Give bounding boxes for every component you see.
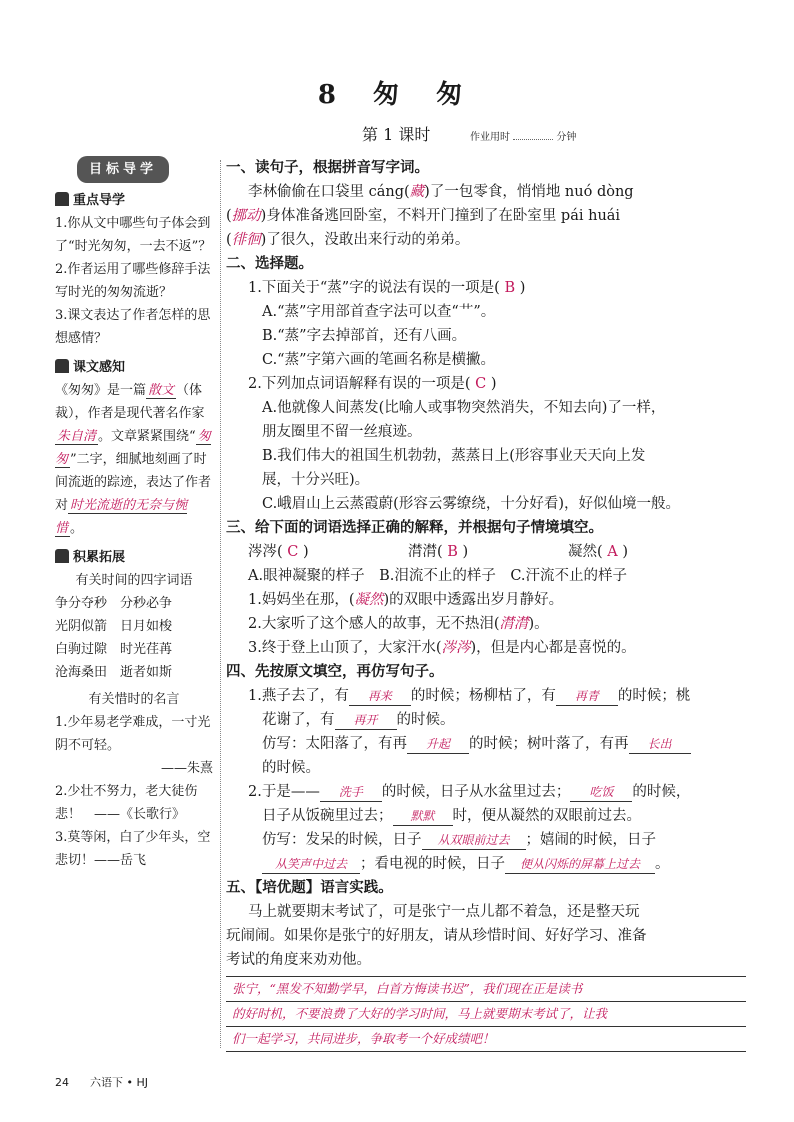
question: 3.终于登上山顶了，大家汗水(涔涔)，但是内心都是喜悦的。 — [248, 640, 636, 656]
key-item: 3.课文表达了作者怎样的思想感情？ — [55, 308, 211, 346]
question: 1.妈妈坐在那，(凝然)的双眼中透露出岁月静好。 — [248, 592, 564, 608]
idiom-row: 沧海桑田 逝者如斯 — [55, 665, 173, 680]
answer-blank[interactable]: 时光流逝的无奈与惋惜 — [55, 498, 188, 536]
idiom-row: 争分夺秒 分秒必争 — [55, 596, 173, 611]
main-content — [226, 156, 746, 1052]
key-item: 2.作者运用了哪些修辞手法写时光的匆匆流逝？ — [55, 262, 211, 300]
question: 2.下列加点词语解释有误的一项是( C ) — [248, 376, 497, 392]
answer[interactable]: 藏 — [409, 184, 425, 200]
palm-icon — [55, 192, 69, 206]
quote-heading: 有关惜时的名言 — [88, 692, 180, 707]
section-1-heading: 一、读句子，根据拼音写字词。 — [226, 160, 429, 176]
answer-blank[interactable]: 便从闪烁的屏幕上过去 — [505, 855, 655, 874]
feel-paragraph: 《匆匆》是一篇 散文 （体裁），作者是现代著名作家朱自清 。文章紧紧围绕“ 匆匆 ”二字，细腻地刻画了时间流逝的踪迹，表达了作者对 时光流逝的无奈与惋惜 。 — [55, 383, 212, 536]
goal-badge: 目标导学 — [77, 156, 169, 183]
palm-icon — [55, 549, 69, 563]
key-item: 1.你从文中哪些句子体会到了“时光匆匆，一去不返”？ — [55, 216, 212, 254]
page-number: 24 — [55, 1076, 69, 1089]
quote: 1.少年易老学难成，一寸光阴不可轻。 — [55, 715, 211, 753]
answer-blank[interactable]: 洗手 — [320, 783, 382, 802]
answer[interactable]: 潸潸 — [499, 616, 529, 632]
answer[interactable]: C — [287, 544, 299, 560]
answer-blank[interactable]: 默默 — [393, 807, 453, 826]
answer[interactable]: C — [475, 376, 487, 392]
answer-blank[interactable]: 再来 — [349, 687, 411, 706]
s5-prompt: 考试的角度来劝劝他。 — [226, 952, 371, 968]
answer[interactable]: 徘徊 — [231, 232, 261, 248]
answer-line[interactable]: 张宁，“黑发不知勤学早，白首方悔读书迟”，我们现在正是读书 — [226, 977, 746, 1002]
section-2-heading: 二、选择题。 — [226, 256, 313, 272]
s4-line: 2.于是—— 洗手 的时候，日子从水盆里过去； 吃饭 的时候， — [248, 784, 691, 800]
extend-heading: 积累拓展 — [55, 546, 213, 569]
option: C.“蒸”字第六画的笔画名称是横撇。 — [262, 352, 496, 368]
answer-line[interactable]: 们一起学习，共同进步，争取考一个好成绩吧！ — [226, 1027, 746, 1052]
s4-line: 的时候。 — [262, 760, 320, 776]
option: A.“蒸”字用部首查字法可以查“艹”。 — [262, 304, 496, 320]
column-divider — [220, 160, 221, 1048]
s4-line: 从笑声中过去 ；看电视的时候，日子 便从闪烁的屏幕上过去 。 — [226, 852, 746, 876]
section-5-heading: 五、【培优题】语言实践。 — [226, 880, 393, 896]
footer — [55, 1074, 148, 1090]
s4-line: 日子从饭碗里过去； 默默 时，便从凝然的双眼前过去。 — [262, 808, 641, 824]
question: 2.大家听了这个感人的故事，无不热泪(潸潸)。 — [248, 616, 549, 632]
word-row: 涔涔( C ) 潸潸( B ) 凝然( A ) — [248, 544, 629, 560]
s1-line: 李林偷偷在口袋里 cáng(藏)了一包零食，悄悄地 nuó dòng — [248, 184, 634, 200]
page-title: 8 匆 匆 — [317, 80, 477, 110]
answer[interactable]: 凝然 — [354, 592, 384, 608]
option: 朋友圈里不留一丝痕迹。 — [262, 424, 422, 440]
work-time-blank[interactable] — [513, 139, 553, 140]
s4-line: 仿写：发呆的时候，日子 从双眼前过去 ；嬉闹的时候，日子 — [262, 832, 656, 848]
answer[interactable]: 挪动 — [231, 208, 261, 224]
s4-line: 1.燕子去了，有 再来 的时候；杨柳枯了，有 再青 的时候；桃 — [248, 688, 691, 704]
palm-icon — [55, 359, 69, 373]
option: C.峨眉山上云蒸霞蔚(形容云雾缭绕，十分好看)，好似仙境一般。 — [262, 496, 680, 512]
answer-blank[interactable]: 匆匆 — [55, 429, 211, 467]
idiom-row: 白驹过隙 时光荏苒 — [55, 642, 173, 657]
answer-blank[interactable]: 吃饭 — [570, 783, 632, 802]
options-row: A.眼神凝聚的样子 B.泪流不止的样子 C.汗流不止的样子 — [248, 568, 628, 584]
answer[interactable]: A — [607, 544, 618, 560]
key-heading: 重点导学 — [55, 189, 213, 212]
answer-blank[interactable]: 朱自清 — [57, 429, 97, 444]
answer-blank[interactable]: 从双眼前过去 — [422, 831, 526, 850]
idiom-row: 光阴似箭 日月如梭 — [55, 619, 173, 634]
answer-blank[interactable]: 从笑声中过去 — [262, 855, 360, 874]
quote: 2.少壮不努力，老大徒伤悲！ ——《长歌行》 — [55, 784, 198, 822]
answer-line[interactable]: 的好时机，不要浪费了大好的学习时间，马上就要期末考试了，让我 — [226, 1002, 746, 1027]
quote-author: ——朱熹 — [160, 761, 213, 776]
s1-line: (徘徊)了很久，没敢出来行动的弟弟。 — [226, 232, 470, 248]
question: 1.下面关于“蒸”字的说法有误的一项是( B ) — [248, 280, 526, 296]
option: 展，十分兴旺)。 — [262, 472, 370, 488]
feel-heading: 课文感知 — [55, 356, 213, 379]
answer[interactable]: B — [447, 544, 458, 560]
quote: 3.莫等闲，白了少年头，空悲切！——岳飞 — [55, 830, 211, 868]
answer[interactable]: B — [504, 280, 516, 296]
answer-blank[interactable]: 再青 — [556, 687, 618, 706]
section-4-heading: 四、先按原文填空，再仿写句子。 — [226, 664, 444, 680]
work-time: 作业用时 分钟 — [470, 132, 577, 143]
answer-blank[interactable]: 再开 — [335, 711, 397, 730]
sidebar — [55, 156, 213, 872]
answer-blank[interactable]: 升起 — [407, 735, 469, 754]
answer-area[interactable] — [226, 976, 746, 1052]
answer[interactable]: 涔涔 — [441, 640, 471, 656]
option: B.我们伟大的祖国生机勃勃，蒸蒸日上(形容事业天天向上发 — [262, 448, 646, 464]
s4-line: 仿写：太阳落了，有再 升起 的时候；树叶落了，有再 长出 — [226, 732, 746, 756]
option: A.他就像人间蒸发(比喻人或事物突然消失，不知去向)了一样， — [262, 400, 666, 416]
s5-prompt: 玩闹闹。如果你是张宁的好朋友，请从珍惜时间、好好学习、准备 — [226, 928, 647, 944]
s5-prompt: 马上就要期末考试了，可是张宁一点儿都不着急，还是整天玩 — [248, 904, 640, 920]
section-3-heading: 三、给下面的词语选择正确的解释，并根据句子情境填空。 — [226, 520, 603, 536]
option: B.“蒸”字去掉部首，还有八画。 — [262, 328, 467, 344]
book-label: 六语下 • HJ — [89, 1076, 148, 1089]
answer-blank[interactable]: 散文 — [148, 383, 175, 398]
s4-line: 花谢了，有 再开 的时候。 — [262, 712, 455, 728]
answer-blank[interactable]: 长出 — [629, 735, 691, 754]
idiom-heading: 有关时间的四字词语 — [75, 573, 193, 588]
lesson-label: 第 1 课时 — [362, 125, 431, 144]
s1-line: (挪动)身体准备逃回卧室，不料开门撞到了在卧室里 pái huái — [226, 208, 621, 224]
